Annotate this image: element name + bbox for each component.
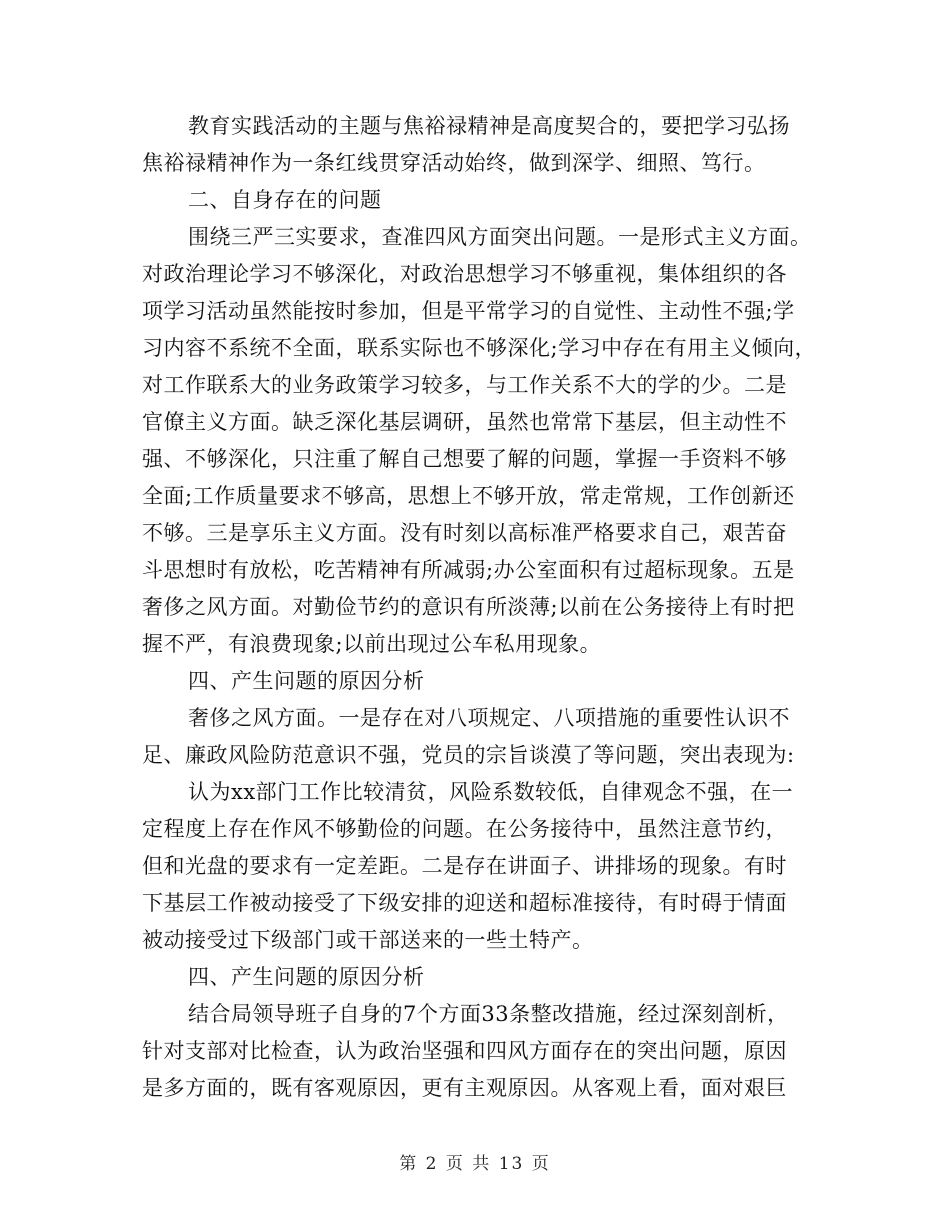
text-line: 强、不够深化，只注重了解自己想要了解的问题，掌握一手资料不够: [142, 447, 787, 471]
document-body: [142, 108, 817, 1107]
text-line: 焦裕禄精神作为一条红线贯穿活动始终，做到深学、细照、笃行。: [142, 151, 766, 175]
page-footer: 第 2 页 共 13 页: [399, 1154, 551, 1174]
text-line: 习内容不系统不全面，联系实际也不够深化;学习中存在有用主义倾向，: [142, 336, 817, 360]
text-line: 二、自身存在的问题: [188, 188, 382, 212]
text-line: 对政治理论学习不够深化，对政治思想学习不够重视，集体组织的各: [142, 262, 787, 286]
text-line: 定程度上存在作风不够勤俭的问题。在公务接待中，虽然注意节约，: [142, 817, 787, 841]
text-line: 四、产生问题的原因分析: [188, 669, 425, 693]
text-line: 但和光盘的要求有一定差距。二是存在讲面子、讲排场的现象。有时: [142, 854, 787, 878]
text-line: 认为xx部门工作比较清贫，风险系数较低，自律观念不强，在一: [188, 780, 794, 804]
text-line: 斗思想时有放松，吃苦精神有所减弱;办公室面积有过超标现象。五是: [142, 558, 795, 582]
text-line: 全面;工作质量要求不够高，思想上不够开放，常走常规，工作创新还: [142, 484, 795, 508]
text-line: 不够。三是享乐主义方面。没有时刻以高标准严格要求自己，艰苦奋: [142, 521, 787, 545]
text-line: 被动接受过下级部门或干部送来的一些土特产。: [142, 928, 594, 952]
text-line: 官僚主义方面。缺乏深化基层调研，虽然也常常下基层，但主动性不: [142, 410, 787, 434]
text-line: 握不严，有浪费现象;以前出现过公车私用现象。: [142, 632, 602, 656]
text-line: 是多方面的，既有客观原因，更有主观原因。从客观上看，面对艰巨: [142, 1076, 787, 1100]
text-line: 项学习活动虽然能按时参加，但是平常学习的自觉性、主动性不强;学: [142, 299, 795, 323]
text-line: 教育实践活动的主题与焦裕禄精神是高度契合的，要把学习弘扬: [188, 114, 790, 138]
text-line: 奢侈之风方面。一是存在对八项规定、八项措施的重要性认识不: [188, 706, 790, 730]
text-line: 结合局领导班子自身的7个方面33条整改措施，经过深刻剖析，: [188, 1002, 789, 1026]
text-line: 下基层工作被动接受了下级安排的迎送和超标准接待，有时碍于情面: [142, 891, 787, 915]
text-line: 围绕三严三实要求，查准四风方面突出问题。一是形式主义方面。: [188, 225, 812, 249]
text-line: 足、廉政风险防范意识不强，党员的宗旨谈漠了等问题，突出表现为:: [142, 743, 795, 767]
text-line: 奢侈之风方面。对勤俭节约的意识有所淡薄;以前在公务接待上有时把: [142, 595, 795, 619]
text-line: 对工作联系大的业务政策学习较多，与工作关系不大的学的少。二是: [142, 373, 787, 397]
text-line: 针对支部对比检查，认为政治坚强和四风方面存在的突出问题，原因: [142, 1039, 787, 1063]
text-line: 四、产生问题的原因分析: [188, 965, 425, 989]
